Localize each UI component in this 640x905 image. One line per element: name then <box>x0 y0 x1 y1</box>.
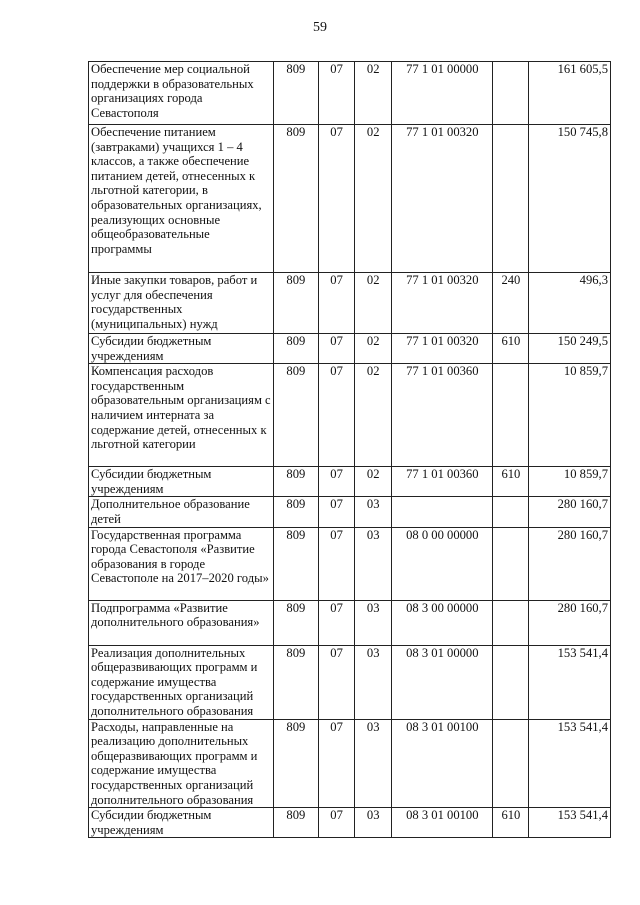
section-code-cell: 07 <box>319 125 355 273</box>
expense-name-cell <box>89 600 274 645</box>
expense-type-cell <box>493 719 529 808</box>
expense-name: Обеспечение мер социальной поддержки в образовательных организациях города Севастополя <box>91 62 254 120</box>
expense-name: Обеспечение питанием (завтраками) учащихся 1 – 4 классов, а также обеспечение питанием детей, отнесенных к льготной категории, в образовательных организациях, реализующих основные общеобразовательные программы <box>91 125 262 256</box>
section-code-cell: 07 <box>319 334 355 364</box>
subsection-code-cell: 02 <box>355 273 392 334</box>
target-article-cell: 08 3 01 00000 <box>392 645 493 719</box>
expense-name: Дополнительное образование детей <box>91 497 250 526</box>
amount-cell: 496,3 <box>529 273 611 334</box>
section-code-cell: 07 <box>319 600 355 645</box>
target-article-cell: 77 1 01 00320 <box>392 125 493 273</box>
ministry-code-cell: 809 <box>273 62 318 125</box>
target-article-cell: 77 1 01 00320 <box>392 334 493 364</box>
target-article-cell: 08 0 00 00000 <box>392 527 493 600</box>
section-code-cell: 07 <box>319 273 355 334</box>
section-code-cell: 07 <box>319 364 355 467</box>
target-article-cell: 08 3 00 00000 <box>392 600 493 645</box>
budget-table-body <box>89 62 611 838</box>
expense-name-cell <box>89 808 274 838</box>
expense-type-cell <box>493 645 529 719</box>
subsection-code-cell: 03 <box>355 719 392 808</box>
page-number: 59 <box>313 20 327 35</box>
table-row <box>89 600 611 645</box>
amount-cell: 153 541,4 <box>529 719 611 808</box>
budget-table <box>88 61 611 838</box>
subsection-code-cell: 03 <box>355 645 392 719</box>
amount-cell: 280 160,7 <box>529 527 611 600</box>
table-row <box>89 645 611 719</box>
table-row <box>89 719 611 808</box>
subsection-code-cell: 02 <box>355 334 392 364</box>
section-code-cell: 07 <box>319 467 355 497</box>
expense-name: Реализация дополнительных общеразвивающих программ и содержание имущества государственных организаций дополнительного образования <box>91 645 258 718</box>
ministry-code-cell: 809 <box>273 273 318 334</box>
section-code-cell: 07 <box>319 719 355 808</box>
target-article-cell <box>392 497 493 527</box>
subsection-code-cell: 02 <box>355 467 392 497</box>
subsection-code-cell: 02 <box>355 125 392 273</box>
expense-name: Государственная программа города Севастополя «Развитие образования в городе Севастополе на 2017–2020 годы» <box>91 527 269 586</box>
section-code-cell: 07 <box>319 808 355 838</box>
table-row <box>89 364 611 467</box>
expense-type-cell <box>493 527 529 600</box>
target-article-cell: 08 3 01 00100 <box>392 719 493 808</box>
amount-cell: 150 745,8 <box>529 125 611 273</box>
amount-cell: 161 605,5 <box>529 62 611 125</box>
amount-cell: 10 859,7 <box>529 467 611 497</box>
expense-name: Подпрограмма «Развитие дополнительного образования» <box>91 600 260 630</box>
table-row <box>89 334 611 364</box>
ministry-code-cell: 809 <box>273 645 318 719</box>
subsection-code-cell: 03 <box>355 808 392 838</box>
ministry-code-cell: 809 <box>273 334 318 364</box>
expense-name: Расходы, направленные на реализацию дополнительных общеразвивающих программ и содержание имущества государственных организаций дополнительного образования <box>91 719 258 807</box>
ministry-code-cell: 809 <box>273 497 318 527</box>
amount-cell: 10 859,7 <box>529 364 611 467</box>
table-row <box>89 527 611 600</box>
expense-type-cell <box>493 62 529 125</box>
ministry-code-cell: 809 <box>273 364 318 467</box>
expense-type-cell <box>493 364 529 467</box>
expense-name-cell <box>89 527 274 600</box>
subsection-code-cell: 03 <box>355 600 392 645</box>
table-row <box>89 62 611 125</box>
expense-name: Субсидии бюджетным учреждениям <box>91 467 212 496</box>
table-row <box>89 125 611 273</box>
expense-name: Иные закупки товаров, работ и услуг для обеспечения государственных (муниципальных) нужд <box>91 273 258 331</box>
expense-name-cell <box>89 125 274 273</box>
section-code-cell: 07 <box>319 527 355 600</box>
table-row <box>89 808 611 838</box>
expense-name-cell <box>89 364 274 467</box>
ministry-code-cell: 809 <box>273 125 318 273</box>
section-code-cell: 07 <box>319 645 355 719</box>
ministry-code-cell: 809 <box>273 527 318 600</box>
subsection-code-cell: 03 <box>355 497 392 527</box>
ministry-code-cell: 809 <box>273 719 318 808</box>
expense-name-cell <box>89 273 274 334</box>
ministry-code-cell: 809 <box>273 600 318 645</box>
section-code-cell: 07 <box>319 497 355 527</box>
expense-name: Компенсация расходов государственным образовательным организациям с наличием интерната за содержание детей, отнесенных к льготной категории <box>91 364 271 452</box>
expense-type-cell: 610 <box>493 334 529 364</box>
target-article-cell: 08 3 01 00100 <box>392 808 493 838</box>
expense-type-cell: 610 <box>493 467 529 497</box>
subsection-code-cell: 02 <box>355 364 392 467</box>
expense-name-cell <box>89 645 274 719</box>
expense-name-cell <box>89 497 274 527</box>
target-article-cell: 77 1 01 00320 <box>392 273 493 334</box>
amount-cell: 153 541,4 <box>529 645 611 719</box>
expense-type-cell <box>493 125 529 273</box>
expense-type-cell: 610 <box>493 808 529 838</box>
amount-cell: 153 541,4 <box>529 808 611 838</box>
table-row <box>89 467 611 497</box>
amount-cell: 150 249,5 <box>529 334 611 364</box>
amount-cell: 280 160,7 <box>529 600 611 645</box>
expense-name-cell <box>89 719 274 808</box>
expense-name-cell <box>89 62 274 125</box>
target-article-cell: 77 1 01 00360 <box>392 364 493 467</box>
expense-name: Субсидии бюджетным учреждениям <box>91 334 212 363</box>
table-row <box>89 273 611 334</box>
subsection-code-cell: 03 <box>355 527 392 600</box>
expense-type-cell: 240 <box>493 273 529 334</box>
amount-cell: 280 160,7 <box>529 497 611 527</box>
table-row <box>89 497 611 527</box>
expense-name-cell <box>89 467 274 497</box>
section-code-cell: 07 <box>319 62 355 125</box>
expense-type-cell <box>493 600 529 645</box>
expense-type-cell <box>493 497 529 527</box>
target-article-cell: 77 1 01 00360 <box>392 467 493 497</box>
ministry-code-cell: 809 <box>273 467 318 497</box>
target-article-cell: 77 1 01 00000 <box>392 62 493 125</box>
expense-name-cell <box>89 334 274 364</box>
expense-name: Субсидии бюджетным учреждениям <box>91 808 212 837</box>
subsection-code-cell: 02 <box>355 62 392 125</box>
ministry-code-cell: 809 <box>273 808 318 838</box>
